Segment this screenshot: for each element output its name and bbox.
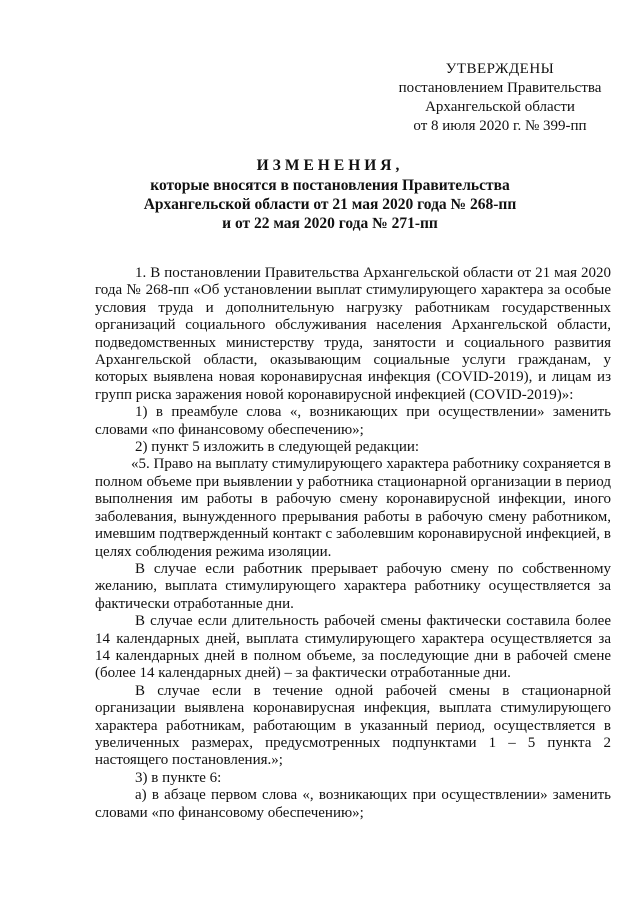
heading-title: ИЗМЕНЕНИЯ, bbox=[256, 157, 404, 174]
heading-line: и от 22 мая 2020 года № 271-пп bbox=[222, 215, 438, 232]
document-heading bbox=[60, 156, 600, 233]
approval-stamp bbox=[370, 60, 630, 136]
paragraph-subitem-1: 1) в преамбуле слова «, возникающих при осуществлении» заменить словами «по финансовому обеспечению»; bbox=[95, 404, 611, 438]
paragraph-item-1: 1. В постановлении Правительства Архангельской области от 21 мая 2020 года № 268-пп «Об установлении выплат стимулирующего характера за особые условия труда и дополнительную нагрузку работникам государственных организаций социального обслуживания населения Архангельской области, подведомственных министерству труда, занятости и социального развития Архангельской области, оказывающим социальные услуги гражданам, у которых выявлена новая коронавирусная инфекция (COVID-2019), и лицам из групп риска заражения новой коронавирусной инфекцией (COVID-2019)»: bbox=[95, 265, 611, 403]
heading-line: Архангельской области от 21 мая 2020 года № 268-пп bbox=[143, 196, 517, 213]
heading-line: которые вносятся в постановления Правительства bbox=[150, 177, 510, 194]
paragraph-subitem-3: 3) в пункте 6: bbox=[135, 769, 222, 786]
approval-line: Архангельской области bbox=[425, 99, 575, 115]
paragraph-subitem-2: 2) пункт 5 изложить в следующей редакции: bbox=[135, 439, 420, 456]
paragraph-quoted-clause-5: «5. Право на выплату стимулирующего характера работнику сохраняется в полном объеме при выявлении у работника стационарной организации в период выполнения им работы в рабочую смену коронавирусной инфекции, иного заболевания, вынужденного прерывания работы в рабочую смену работником, имевшим подтвержденный контакт с заболевшим коронавирусной инфекцией, в целях соблюдения режима изоляции. bbox=[95, 456, 611, 560]
document-body bbox=[95, 265, 611, 822]
approval-date-line: от 8 июля 2020 г. № 399-пп bbox=[413, 118, 587, 134]
paragraph-quoted-text: В случае если в течение одной рабочей смены в стационарной организации выявлена коронавирусная инфекция, выплата стимулирующего характера работникам, работающим в указанный период, осуществляется в увеличенных размерах, предусмотренных подпунктами 1 – 5 пункта 2 настоящего постановления.»; bbox=[95, 682, 611, 769]
approval-line: постановлением Правительства bbox=[398, 80, 602, 96]
paragraph-quoted-text: В случае если длительность рабочей смены фактически составила более 14 календарных дней, выплата стимулирующего характера осуществляется за 14 календарных дней в полном объеме, за последующие дни в рабочей смене (более 14 календарных дней) – за фактически отработанные дни. bbox=[95, 613, 611, 682]
paragraph-quoted-text: В случае если работник прерывает рабочую смену по собственному желанию, выплата стимулирующего характера работнику осуществляется за фактически отработанные дни. bbox=[95, 560, 611, 612]
paragraph-subitem-3a: а) в абзаце первом слова «, возникающих при осуществлении» заменить словами «по финансовому обеспечению»; bbox=[95, 787, 611, 821]
approval-title: УТВЕРЖДЕНЫ bbox=[445, 61, 555, 77]
